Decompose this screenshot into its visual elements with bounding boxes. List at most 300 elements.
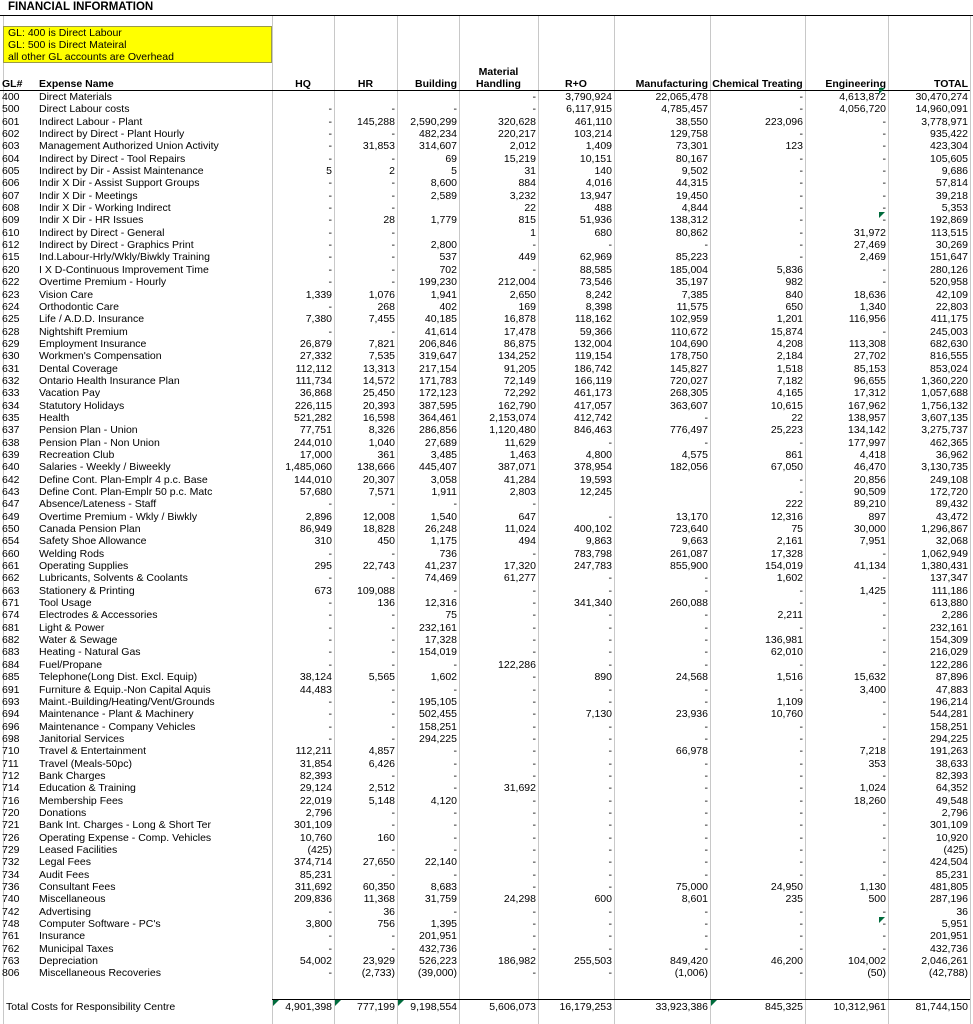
amount-cell: 1,120,480 — [489, 424, 536, 437]
amount-cell: 2,469 — [859, 251, 886, 264]
amount-cell: 1,409 — [585, 140, 612, 153]
amount-cell: 2 — [389, 165, 395, 178]
expense-name-cell: Miscellaneous Recoveries — [39, 967, 161, 980]
expense-name-cell: Travel & Entertainment — [39, 745, 146, 758]
amount-cell: 60,350 — [362, 881, 395, 893]
table-row — [0, 326, 970, 338]
amount-cell: - — [453, 757, 457, 770]
amount-cell: 2,796 — [941, 806, 968, 819]
amount-cell: - — [328, 572, 332, 585]
table-row — [0, 202, 970, 214]
table-row — [0, 671, 970, 683]
amount-cell: - — [453, 658, 457, 671]
amount-cell: 3,607,135 — [921, 411, 968, 424]
gl-code-cell: 710 — [2, 745, 20, 758]
amount-cell: - — [391, 942, 395, 955]
amount-cell: 2,589 — [430, 189, 457, 202]
expense-name-cell: Direct Labour costs — [39, 103, 130, 116]
expense-name-cell: Indirect by Direct - Tool Repairs — [39, 152, 186, 165]
amount-cell: 849,420 — [670, 955, 708, 968]
amount-cell: - — [532, 930, 536, 943]
amount-cell: - — [328, 658, 332, 671]
gl-code-cell: 682 — [2, 634, 20, 647]
amount-cell: 74,469 — [424, 572, 457, 585]
col-header-gl: GL# — [2, 78, 23, 90]
amount-cell: 855,900 — [670, 560, 708, 573]
amount-cell: - — [532, 708, 536, 721]
amount-cell: 89,432 — [935, 498, 968, 511]
amount-cell: 650 — [785, 300, 803, 313]
expense-name-cell: Define Cont. Plan-Emplr 50 p.c. Matc — [39, 486, 213, 498]
amount-cell: - — [532, 91, 536, 103]
table-row — [0, 350, 970, 362]
expense-name-cell: Direct Materials — [39, 91, 112, 103]
amount-cell: 88,585 — [579, 263, 612, 276]
amount-cell: 31,759 — [424, 893, 457, 906]
amount-cell: - — [799, 831, 803, 844]
gl-code-cell: 712 — [2, 769, 20, 782]
amount-cell: 226,115 — [294, 399, 332, 412]
amount-cell: - — [704, 646, 708, 659]
table-row — [0, 832, 970, 844]
amount-cell — [614, 486, 710, 498]
amount-cell: 73,301 — [675, 140, 708, 153]
amount-cell: 166,119 — [574, 374, 612, 387]
amount-cell: 123 — [785, 140, 803, 153]
amount-cell: 201,951 — [419, 930, 457, 943]
expense-name-cell: Workmen's Compensation — [39, 350, 162, 363]
amount-cell: - — [328, 226, 332, 239]
gl-code-cell: 660 — [2, 547, 20, 560]
amount-cell: 19,450 — [675, 189, 708, 202]
table-row — [0, 214, 970, 226]
amount-cell: 18,636 — [853, 288, 886, 301]
gl-code-cell: 601 — [2, 115, 20, 128]
amount-cell: 186,742 — [574, 362, 612, 375]
table-row — [0, 572, 970, 584]
table-row — [0, 116, 970, 128]
amount-cell: 86,949 — [299, 523, 332, 536]
total-hq: 4,901,398 — [285, 1001, 332, 1013]
amount-cell: 11,629 — [504, 436, 536, 449]
amount-cell: 119,154 — [574, 350, 612, 363]
amount-cell: 57,814 — [935, 177, 968, 190]
amount-cell: (50) — [867, 967, 886, 980]
amount-cell: 10,920 — [935, 831, 968, 844]
amount-cell: - — [532, 720, 536, 733]
amount-cell: 46,200 — [770, 955, 803, 968]
amount-cell: - — [882, 658, 886, 671]
amount-cell: 145,288 — [357, 115, 395, 128]
amount-cell: 27,689 — [424, 436, 457, 449]
amount-cell: 244,010 — [294, 436, 332, 449]
amount-cell: 702 — [439, 263, 457, 276]
gl-code-cell: 637 — [2, 424, 20, 437]
amount-cell: - — [704, 695, 708, 708]
amount-cell: 105,605 — [930, 152, 968, 165]
amount-cell: 51,936 — [579, 214, 612, 227]
table-row — [0, 585, 970, 597]
expense-name-cell: Tool Usage — [39, 597, 92, 610]
amount-cell: 25,450 — [362, 387, 395, 400]
gl-code-cell: 742 — [2, 905, 20, 918]
amount-cell: 61,277 — [503, 572, 536, 585]
table-row — [0, 276, 970, 288]
amount-cell: 31,853 — [362, 140, 395, 153]
amount-cell: 28 — [383, 214, 395, 227]
amount-cell: 364,461 — [419, 411, 457, 424]
table-row — [0, 893, 970, 905]
amount-cell: - — [704, 634, 708, 647]
amount-cell: 2,012 — [509, 140, 536, 153]
amount-cell: - — [608, 609, 612, 622]
amount-cell: - — [532, 609, 536, 622]
amount-cell: - — [608, 510, 612, 523]
amount-cell: 2,046,261 — [921, 955, 968, 968]
amount-cell: - — [328, 115, 332, 128]
amount-cell: 3,275,737 — [921, 424, 968, 437]
amount-cell: 134,252 — [498, 350, 536, 363]
amount-cell: - — [608, 794, 612, 807]
amount-cell: 361 — [377, 448, 395, 461]
expense-name-cell: Maintenance - Company Vehicles — [39, 720, 196, 733]
amount-cell: - — [391, 806, 395, 819]
amount-cell: 7,380 — [305, 313, 332, 326]
amount-cell: 69 — [445, 152, 457, 165]
amount-cell: - — [704, 794, 708, 807]
total-r-o: 16,179,253 — [559, 1001, 612, 1013]
amount-cell: 411,175 — [930, 313, 968, 326]
amount-cell: 17,312 — [853, 387, 886, 400]
amount-cell: - — [453, 782, 457, 795]
amount-cell: 4,208 — [776, 337, 803, 350]
amount-cell: 6,117,915 — [566, 103, 612, 116]
amount-cell: 29,124 — [299, 782, 332, 795]
amount-cell: - — [608, 732, 612, 745]
amount-cell: 320,628 — [498, 115, 536, 128]
amount-cell: 387,071 — [498, 461, 536, 474]
amount-cell: 154,309 — [930, 634, 968, 647]
amount-cell: 494 — [518, 535, 536, 548]
amount-cell: 260,088 — [670, 597, 708, 610]
amount-cell: 31 — [524, 165, 536, 178]
amount-cell: 2,161 — [776, 535, 803, 548]
amount-cell: - — [882, 621, 886, 634]
amount-cell: - — [799, 486, 803, 498]
gl-code-cell: 671 — [2, 597, 20, 610]
amount-cell: - — [532, 856, 536, 869]
col-header-engineering: Engineering — [825, 78, 886, 90]
amount-cell: - — [453, 819, 457, 832]
amount-cell: 301,109 — [930, 819, 968, 832]
gl-code-cell: 683 — [2, 646, 20, 659]
amount-cell: - — [608, 769, 612, 782]
total-label: Total Costs for Responsibility Centre — [6, 1001, 176, 1013]
table-row — [0, 387, 970, 399]
note-line: GL: 500 is Direct Mateiral — [8, 39, 127, 51]
amount-cell: 8,601 — [681, 893, 708, 906]
amount-cell: - — [799, 473, 803, 486]
amount-cell: 2,512 — [368, 782, 395, 795]
amount-cell: 286,856 — [419, 424, 457, 437]
amount-cell: - — [608, 745, 612, 758]
table-row — [0, 795, 970, 807]
expense-name-cell: Ind.Labour-Hrly/Wkly/Biwkly Training — [39, 251, 210, 264]
amount-cell: 1,201 — [776, 313, 803, 326]
amount-cell: 85,223 — [675, 251, 708, 264]
amount-cell: 85,231 — [935, 868, 968, 881]
amount-cell: - — [882, 572, 886, 585]
amount-cell: 526,223 — [419, 955, 457, 968]
amount-cell: 2,286 — [941, 609, 968, 622]
amount-cell: 682,630 — [930, 337, 968, 350]
amount-cell: - — [704, 918, 708, 931]
amount-cell: - — [704, 658, 708, 671]
amount-cell: 11,024 — [504, 523, 536, 536]
amount-cell: - — [391, 609, 395, 622]
amount-cell: 897 — [868, 510, 886, 523]
amount-cell: 64,352 — [935, 782, 968, 795]
amount-cell: 75,000 — [675, 881, 708, 893]
table-row — [0, 684, 970, 696]
gl-code-cell: 630 — [2, 350, 20, 363]
table-row — [0, 338, 970, 350]
comment-flag-icon — [398, 1000, 404, 1006]
amount-cell: - — [608, 918, 612, 931]
amount-cell: 27,702 — [853, 350, 886, 363]
amount-cell — [272, 91, 334, 104]
amount-cell: - — [532, 831, 536, 844]
amount-cell: (1,006) — [674, 967, 708, 980]
expense-name-cell: Salaries - Weekly / Biweekly — [39, 461, 171, 474]
amount-cell: 86,875 — [503, 337, 536, 350]
gl-code-cell: 602 — [2, 128, 20, 141]
gl-code-cell: 654 — [2, 535, 20, 548]
gl-code-cell: 647 — [2, 498, 20, 511]
amount-cell: 22,019 — [299, 794, 332, 807]
amount-cell: - — [704, 831, 708, 844]
amount-cell: - — [799, 658, 803, 671]
amount-cell: 4,418 — [859, 448, 886, 461]
amount-cell: 720,027 — [670, 374, 708, 387]
amount-cell: 461,173 — [574, 387, 612, 400]
gl-code-cell: 609 — [2, 214, 20, 227]
amount-cell: - — [799, 745, 803, 758]
amount-cell: 1,175 — [430, 535, 457, 548]
amount-cell: 647 — [518, 510, 536, 523]
gl-note-box — [3, 26, 272, 63]
amount-cell: - — [532, 881, 536, 893]
amount-cell: - — [882, 806, 886, 819]
amount-cell: 140 — [594, 165, 612, 178]
amount-cell: 15,632 — [853, 671, 886, 684]
amount-cell: 57,680 — [299, 486, 332, 498]
amount-cell: - — [328, 498, 332, 511]
amount-cell: 75 — [791, 523, 803, 536]
note-line: GL: 400 is Direct Labour — [8, 27, 122, 39]
amount-cell: 27,332 — [299, 350, 332, 363]
amount-cell: - — [799, 621, 803, 634]
amount-cell: 3,130,735 — [921, 461, 968, 474]
expense-name-cell: Indirect by Direct - Plant Hourly — [39, 128, 185, 141]
table-row — [0, 758, 970, 770]
expense-name-cell: Vision Care — [39, 288, 94, 301]
amount-cell: 195,105 — [419, 695, 457, 708]
amount-cell: - — [882, 597, 886, 610]
amount-cell: 268 — [377, 300, 395, 313]
expense-name-cell: Overtime Premium - Hourly — [39, 276, 167, 289]
amount-cell: - — [704, 572, 708, 585]
amount-cell: 268,305 — [670, 387, 708, 400]
comment-flag-icon — [335, 1000, 341, 1006]
amount-cell: - — [328, 942, 332, 955]
amount-cell: 935,422 — [930, 128, 968, 141]
gl-code-cell: 649 — [2, 510, 20, 523]
expense-name-cell: Audit Fees — [39, 868, 90, 881]
amount-cell: 177,997 — [848, 436, 886, 449]
amount-cell: - — [328, 189, 332, 202]
amount-cell: - — [608, 843, 612, 856]
amount-cell: - — [704, 782, 708, 795]
financial-table — [0, 66, 970, 980]
expense-name-cell: Indir X Dir - Assist Support Groups — [39, 177, 200, 190]
note-line: all other GL accounts are Overhead — [8, 51, 174, 63]
amount-cell: 1,911 — [431, 486, 457, 498]
amount-cell: - — [532, 646, 536, 659]
amount-cell: 72,149 — [503, 374, 536, 387]
amount-cell: 12,316 — [424, 597, 457, 610]
amount-cell: 5,836 — [776, 263, 803, 276]
expense-name-cell: Travel (Meals-50pc) — [39, 757, 132, 770]
amount-cell: 11,368 — [363, 893, 395, 906]
amount-cell: 171,783 — [419, 374, 457, 387]
amount-cell: 44,315 — [675, 177, 708, 190]
amount-cell: 3,778,971 — [921, 115, 968, 128]
comment-flag-icon — [879, 212, 885, 218]
amount-cell: - — [608, 782, 612, 795]
amount-cell: 4,857 — [368, 745, 395, 758]
table-row — [0, 634, 970, 646]
amount-cell: - — [328, 128, 332, 141]
gl-code-cell: 634 — [2, 399, 20, 412]
amount-cell: - — [608, 868, 612, 881]
amount-cell: - — [391, 658, 395, 671]
table-row — [0, 153, 970, 165]
gl-code-cell: 622 — [2, 276, 20, 289]
amount-cell: 23,936 — [675, 708, 708, 721]
expense-name-cell: Computer Software - PC's — [39, 918, 161, 931]
amount-cell: 12,008 — [362, 510, 395, 523]
amount-cell: - — [608, 942, 612, 955]
amount-cell: 4,613,872 — [839, 91, 886, 103]
amount-cell: 2,803 — [509, 486, 536, 498]
expense-name-cell: Maint.-Building/Heating/Vent/Grounds — [39, 695, 215, 708]
amount-cell: 8,600 — [430, 177, 457, 190]
amount-cell: - — [391, 189, 395, 202]
amount-cell: - — [328, 930, 332, 943]
gl-code-cell: 603 — [2, 140, 20, 153]
amount-cell: - — [532, 732, 536, 745]
amount-cell: 104,690 — [670, 337, 708, 350]
amount-cell: 9,686 — [941, 165, 968, 178]
col-header-building: Building — [415, 78, 457, 90]
amount-cell: - — [532, 634, 536, 647]
amount-cell: 4,800 — [585, 448, 612, 461]
table-row — [0, 91, 970, 104]
expense-name-cell: Depreciation — [39, 955, 98, 968]
amount-cell: - — [453, 103, 457, 116]
gl-code-cell: 639 — [2, 448, 20, 461]
amount-cell: 1,024 — [859, 782, 886, 795]
expense-name-cell: Pension Plan - Union — [39, 424, 138, 437]
expense-name-cell: Operating Expense - Comp. Vehicles — [39, 831, 212, 844]
amount-cell: 13,947 — [579, 189, 612, 202]
table-row — [0, 264, 970, 276]
amount-cell: 5 — [451, 165, 457, 178]
gl-code-cell: 607 — [2, 189, 20, 202]
amount-cell: - — [453, 498, 457, 511]
amount-cell: - — [532, 239, 536, 252]
amount-cell: 9,502 — [681, 165, 708, 178]
table-row — [0, 869, 970, 881]
amount-cell: 73,546 — [579, 276, 612, 289]
total-engineering: 10,312,961 — [833, 1001, 886, 1013]
amount-cell: 2,184 — [776, 350, 803, 363]
sheet-title: FINANCIAL INFORMATION — [0, 0, 973, 16]
gl-code-cell: 631 — [2, 362, 20, 375]
expense-name-cell: Miscellaneous — [39, 893, 106, 906]
amount-cell: - — [391, 621, 395, 634]
col-header-material-handling: Material Handling — [476, 66, 521, 90]
amount-cell: - — [882, 202, 886, 215]
amount-cell: 118,162 — [574, 313, 612, 326]
amount-cell: - — [328, 251, 332, 264]
amount-cell: - — [799, 165, 803, 178]
amount-cell: - — [453, 769, 457, 782]
amount-cell — [614, 474, 710, 486]
amount-cell: 212,004 — [498, 276, 536, 289]
amount-cell: 1,380,431 — [921, 560, 968, 573]
amount-cell: 3,058 — [430, 473, 457, 486]
amount-cell — [397, 202, 459, 214]
amount-cell: - — [453, 905, 457, 918]
total-chemical-treating: 845,325 — [765, 1001, 803, 1013]
amount-cell: 62,010 — [770, 646, 803, 659]
gl-code-cell: 806 — [2, 967, 20, 980]
amount-cell: 1,360,220 — [921, 374, 968, 387]
amount-cell: 82,393 — [299, 769, 332, 782]
gl-code-cell: 726 — [2, 831, 20, 844]
amount-cell: 110,672 — [670, 325, 708, 338]
amount-cell: 17,328 — [770, 547, 803, 560]
gl-code-cell: 629 — [2, 337, 20, 350]
amount-cell: 27,650 — [362, 856, 395, 869]
amount-cell: - — [608, 757, 612, 770]
amount-cell: - — [532, 547, 536, 560]
amount-cell: - — [532, 967, 536, 980]
amount-cell: 1,463 — [509, 448, 536, 461]
amount-cell: 287,196 — [930, 893, 968, 906]
amount-cell: - — [391, 695, 395, 708]
amount-cell: 39,218 — [935, 189, 968, 202]
gl-code-cell: 762 — [2, 942, 20, 955]
amount-cell — [334, 91, 397, 104]
amount-cell: 8,683 — [430, 881, 457, 893]
amount-cell: 295 — [314, 560, 332, 573]
amount-cell: 11,575 — [676, 300, 708, 313]
amount-cell: - — [532, 263, 536, 276]
amount-cell: - — [532, 794, 536, 807]
